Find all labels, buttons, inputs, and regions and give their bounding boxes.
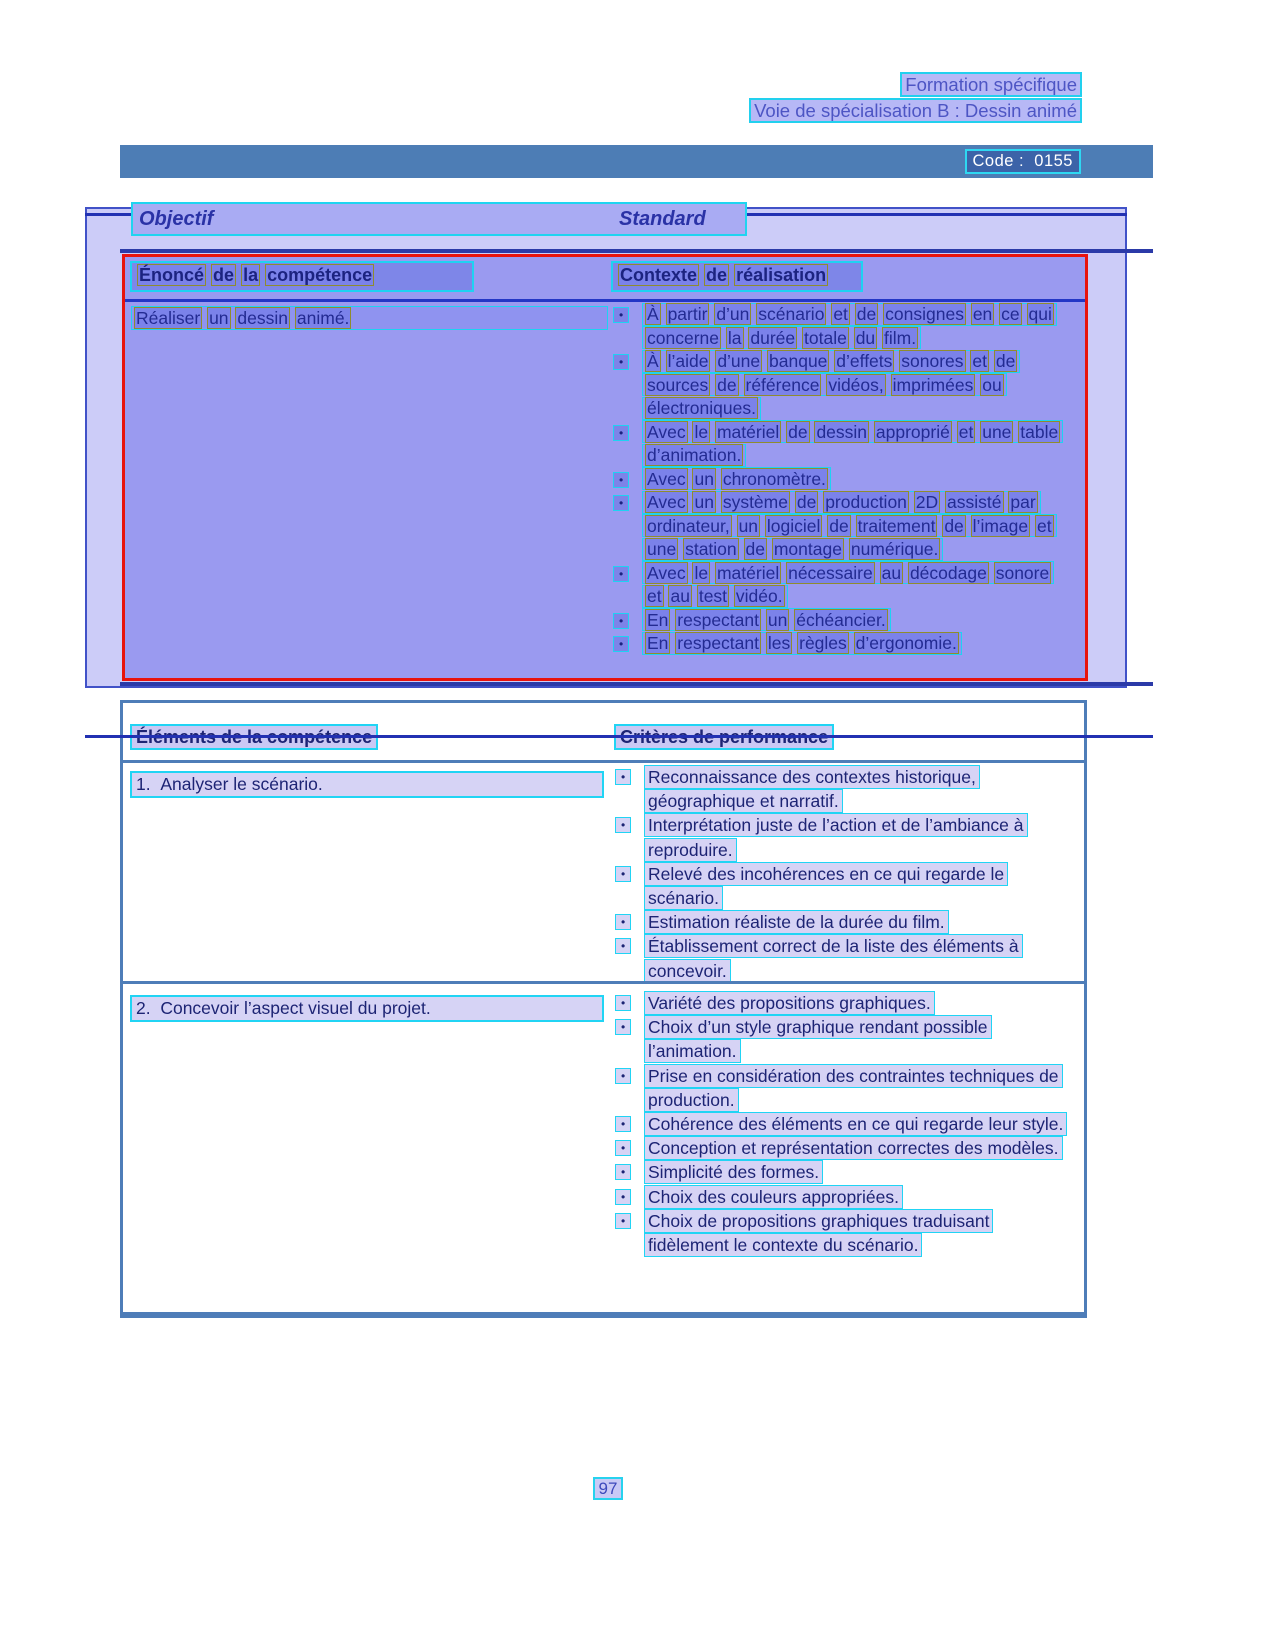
bullet-text: Relevé des incohérences en ce qui regarde le scénario. — [644, 862, 1008, 910]
bullet-text — [642, 350, 1020, 420]
word-highlight: un — [209, 307, 229, 328]
column-header-contexte — [611, 261, 863, 292]
objectif-heading: Objectif — [139, 208, 214, 230]
word-highlight: À — [647, 304, 659, 324]
word-highlight: production — [825, 492, 907, 512]
bullet-item — [614, 1064, 1074, 1112]
word-highlight: de — [856, 304, 877, 324]
word-highlight: station — [685, 539, 737, 559]
word-highlight: vidéo. — [735, 586, 783, 606]
bullet-icon: • — [615, 769, 631, 785]
word-highlight: une — [982, 421, 1012, 442]
bullet-text: Reconnaissance des contextes historique, géographique et narratif. — [644, 765, 980, 813]
word-highlight: électroniques. — [647, 398, 756, 418]
bullet-text — [642, 608, 891, 631]
bullet-item — [614, 1112, 1074, 1136]
bullet-icon: • — [615, 914, 631, 930]
word-highlight: Avec — [647, 492, 686, 512]
word-highlight: banque — [769, 351, 828, 371]
word-highlight: matériel — [716, 421, 780, 442]
bullet-icon: • — [615, 1140, 631, 1156]
bullet-text — [642, 467, 831, 490]
word-highlight: film. — [884, 327, 917, 348]
word-highlight: Réaliser — [136, 307, 201, 328]
word-highlight: dessin — [816, 421, 868, 442]
word-highlight: au — [670, 586, 690, 606]
bullet-text — [642, 303, 1057, 350]
word-highlight: numérique. — [850, 539, 939, 559]
bullet-text — [642, 491, 1057, 561]
bullet-item — [614, 813, 1074, 861]
word-highlight: sources — [647, 374, 709, 395]
word-highlight: de — [788, 421, 808, 442]
bullet-text — [642, 420, 1063, 467]
bullet-item — [612, 421, 1066, 468]
page-number: 97 — [593, 1477, 624, 1500]
bullet-icon: • — [613, 566, 629, 582]
word-highlight: nécessaire — [788, 562, 873, 583]
column-header-text — [137, 264, 374, 286]
contexte-bullet-list — [612, 303, 1066, 656]
header-line-specialisation: Voie de spécialisation B : Dessin animé — [749, 98, 1082, 123]
bullet-text: Variété des propositions graphiques. — [644, 991, 935, 1015]
bullet-item — [612, 562, 1066, 609]
word-highlight: partir — [667, 304, 708, 324]
element-text: 2. Concevoir l’aspect visuel du projet. — [130, 995, 604, 1022]
objectif-standard-band — [131, 202, 747, 236]
bullet-text: Prise en considération des contraintes techniques de production. — [644, 1064, 1063, 1112]
word-highlight: de — [796, 492, 817, 512]
bullet-icon: • — [615, 995, 631, 1011]
word-highlight: matériel — [716, 562, 780, 583]
horizontal-rule — [120, 249, 1153, 253]
word-highlight: 2D — [915, 492, 939, 512]
word-highlight: de — [995, 351, 1016, 371]
bullet-icon: • — [615, 1116, 631, 1132]
bullet-icon: • — [613, 425, 629, 441]
word-highlight: montage — [773, 539, 842, 559]
word-highlight: qui — [1028, 304, 1052, 324]
word-highlight: test — [698, 586, 728, 606]
word-highlight: en — [972, 304, 993, 324]
word-highlight: par — [1010, 492, 1036, 512]
column-header-enonce — [130, 261, 474, 292]
word-highlight: et — [647, 586, 662, 606]
word-highlight: système — [722, 492, 788, 512]
horizontal-rule — [123, 981, 1084, 984]
column-header-text — [618, 264, 828, 286]
word-highlight: un — [694, 468, 714, 489]
bullet-item — [614, 1160, 1074, 1184]
competence-text — [131, 306, 608, 330]
word-highlight: consignes — [885, 304, 964, 324]
bullet-icon: • — [615, 1164, 631, 1180]
word-highlight: du — [855, 327, 876, 348]
bullet-item — [614, 1185, 1074, 1209]
header-line-formation: Formation spécifique — [900, 72, 1082, 97]
word-highlight: de — [213, 265, 235, 285]
word-highlight: animé. — [296, 307, 350, 328]
bullet-item — [612, 350, 1066, 421]
criteria-bullet-list-2 — [614, 991, 1074, 1257]
word-highlight: Énoncé — [139, 265, 205, 285]
word-highlight: la — [243, 265, 259, 285]
bullet-item — [612, 468, 1066, 492]
word-highlight: sonores — [901, 351, 964, 371]
word-highlight: imprimées — [892, 374, 974, 395]
word-highlight: Contexte — [620, 265, 698, 285]
bullet-text: Simplicité des formes. — [644, 1160, 823, 1184]
word-highlight: de — [717, 374, 737, 395]
word-highlight: référence — [745, 374, 820, 395]
code-label: Code : 0155 — [965, 149, 1082, 174]
bullet-text — [642, 632, 962, 655]
code-bar — [120, 145, 1153, 178]
word-highlight: et — [1037, 515, 1052, 536]
bullet-item — [612, 609, 1066, 633]
word-highlight: d’une — [717, 351, 761, 371]
bullet-icon: • — [613, 307, 629, 323]
word-highlight: totale — [804, 327, 847, 348]
word-highlight: de — [944, 515, 964, 536]
bullet-icon: • — [613, 495, 629, 511]
word-highlight: d’ergonomie. — [855, 633, 957, 653]
word-highlight: et — [833, 304, 848, 324]
word-highlight: Avec — [647, 562, 686, 583]
word-highlight: un — [738, 515, 759, 536]
word-highlight: réalisation — [736, 265, 827, 285]
horizontal-rule — [123, 760, 1084, 763]
bullet-text: Choix de propositions graphiques traduisant fidèlement le contexte du scénario. — [644, 1209, 993, 1257]
word-highlight: ce — [1001, 304, 1020, 324]
bullet-text: Établissement correct de la liste des éléments à concevoir. — [644, 934, 1023, 982]
word-highlight: d’animation. — [647, 445, 742, 465]
word-highlight: vidéos, — [828, 374, 884, 395]
bullet-icon: • — [615, 938, 631, 954]
word-highlight: règles — [799, 633, 847, 653]
bullet-text — [642, 561, 1054, 608]
bullet-item — [614, 862, 1074, 910]
bullet-icon: • — [613, 472, 629, 488]
bullet-icon: • — [615, 1068, 631, 1084]
bullet-item — [614, 765, 1074, 813]
bullet-icon: • — [613, 354, 629, 370]
bullet-item — [612, 491, 1066, 562]
elements-criteres-table — [120, 700, 1087, 1318]
word-highlight: sonore — [995, 562, 1050, 583]
word-highlight: À — [647, 351, 659, 371]
horizontal-rule — [120, 682, 1153, 686]
bullet-item — [614, 910, 1074, 934]
word-highlight: et — [972, 351, 988, 371]
bullet-text: Choix des couleurs appropriées. — [644, 1185, 903, 1209]
word-highlight: l’image — [972, 515, 1029, 536]
bullet-item — [614, 1209, 1074, 1257]
bullet-item — [612, 303, 1066, 350]
bullet-text: Choix d’un style graphique rendant possible l’animation. — [644, 1015, 992, 1063]
horizontal-rule — [125, 299, 1085, 302]
competence-cell — [131, 306, 608, 330]
criteria-bullet-list-1 — [614, 765, 1074, 983]
word-highlight: échéancier. — [796, 609, 886, 630]
bullet-icon: • — [615, 1019, 631, 1035]
bullet-icon: • — [615, 817, 631, 833]
word-highlight: En — [647, 609, 669, 630]
bullet-text: Interprétation juste de l’action et de l’ambiance à reproduire. — [644, 813, 1028, 861]
word-highlight: une — [647, 539, 677, 559]
bullet-text: Estimation réaliste de la durée du film. — [644, 910, 949, 934]
word-highlight: logiciel — [766, 515, 821, 536]
word-highlight: de — [706, 265, 728, 285]
element-text: 1. Analyser le scénario. — [130, 771, 604, 798]
word-highlight: respectant — [677, 609, 759, 630]
element-cell-1 — [130, 771, 604, 798]
bullet-icon: • — [615, 866, 631, 882]
word-highlight: décodage — [909, 562, 987, 583]
word-highlight: Avec — [647, 468, 686, 489]
word-highlight: ordinateur, — [647, 515, 730, 536]
bullet-item — [614, 1015, 1074, 1063]
word-highlight: le — [694, 562, 709, 583]
word-highlight: compétence — [267, 265, 373, 285]
bullet-text: Cohérence des éléments en ce qui regarde leur style. — [644, 1112, 1067, 1136]
word-highlight: dessin — [237, 307, 289, 328]
element-cell-2 — [130, 995, 604, 1022]
bullet-icon: • — [613, 613, 629, 629]
word-highlight: concerne — [647, 327, 719, 348]
word-highlight: En — [647, 633, 669, 653]
word-highlight: de — [829, 515, 849, 536]
word-highlight: traitement — [857, 515, 936, 536]
word-highlight: les — [767, 633, 791, 653]
word-highlight: chronomètre. — [722, 468, 826, 489]
word-highlight: d’effets — [836, 351, 893, 371]
competence-table — [122, 254, 1088, 681]
word-highlight: respectant — [677, 633, 759, 653]
word-highlight: le — [694, 421, 709, 442]
bullet-item — [612, 632, 1066, 656]
bullet-item — [614, 1136, 1074, 1160]
horizontal-rule — [85, 735, 1153, 738]
word-highlight: table — [1020, 421, 1059, 442]
word-highlight: un — [767, 609, 788, 630]
word-highlight: approprié — [875, 421, 950, 442]
word-highlight: durée — [750, 327, 796, 348]
word-highlight: de — [745, 539, 765, 559]
word-highlight: ou — [982, 374, 1002, 395]
bullet-icon: • — [613, 636, 629, 652]
bullet-item — [614, 934, 1074, 982]
word-highlight: au — [881, 562, 902, 583]
word-highlight: la — [727, 327, 742, 348]
footer — [85, 1479, 1131, 1499]
word-highlight: scénario — [758, 304, 825, 324]
word-highlight: Avec — [647, 421, 686, 442]
word-highlight: l’aide — [667, 351, 709, 371]
word-highlight: et — [958, 421, 974, 442]
bullet-item — [614, 991, 1074, 1015]
bullet-text: Conception et représentation correctes des modèles. — [644, 1136, 1063, 1160]
word-highlight: un — [694, 492, 714, 512]
standard-heading: Standard — [619, 208, 706, 230]
word-highlight: assisté — [947, 492, 1002, 512]
word-highlight: d’un — [716, 304, 750, 324]
bullet-icon: • — [615, 1189, 631, 1205]
bullet-icon: • — [615, 1213, 631, 1229]
